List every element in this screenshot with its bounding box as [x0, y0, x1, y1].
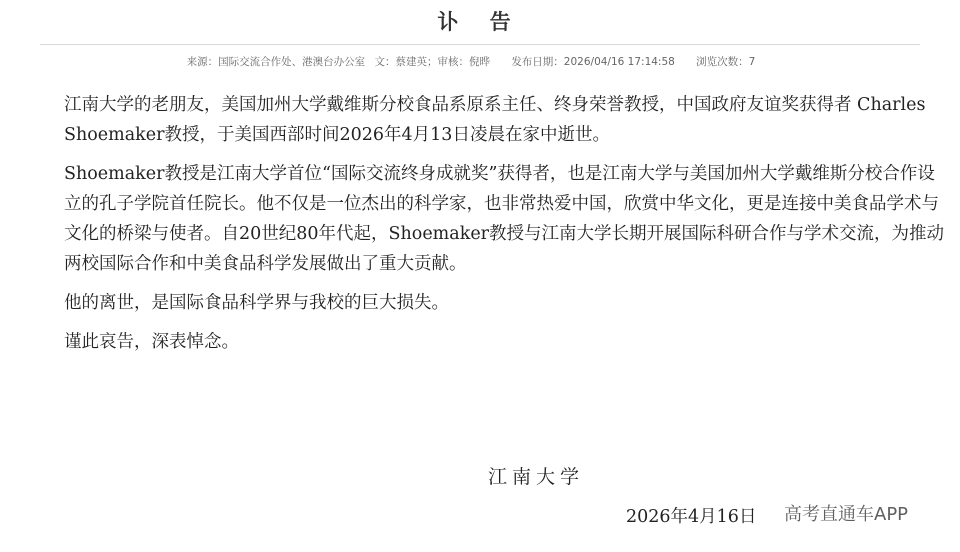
app-watermark: 高考直通车APP [784, 504, 909, 525]
paragraph: 谨此哀告，深表悼念。 [64, 332, 239, 352]
title-divider [40, 44, 920, 45]
meta-source: 来源：国际交流合作处、港澳台办公室 [186, 56, 366, 68]
meta-author: 文：蔡建英；审核：倪晔 [374, 56, 490, 68]
notice-title: 讣 告 [437, 9, 523, 34]
meta-views: 浏览次数：7 [696, 56, 756, 68]
article-meta [40, 54, 920, 69]
article-body [64, 90, 946, 366]
signature-org: 江南大学 [488, 466, 585, 488]
paragraph: Shoemaker教授是江南大学首位“国际交流终身成就奖”获得者，也是江南大学与美国加州大学戴维斯分校合作设立的孔子学院首任院长。他不仅是一位杰出的科学家，也非常热爱中国，欣赏中华文化，更是连接中美食品学术与文化的桥梁与使者。自20世纪80年代起，Shoemaker教授与江南大学长期开展国际科研合作与学术交流，为推动两校国际合作和中美食品科学发展做出了重大贡献。 [64, 164, 945, 274]
paragraph: 江南大学的老朋友，美国加州大学戴维斯分校食品系原系主任、终身荣誉教授，中国政府友谊奖获得者 Charles Shoemaker教授，于美国西部时间2026年4月13日凌晨在家中逝世。 [64, 95, 926, 145]
paragraph: 他的离世，是国际食品科学界与我校的巨大损失。 [64, 293, 449, 313]
signature-date: 2026年4月16日 [626, 507, 757, 527]
meta-publish-date: 发布日期：2026/04/16 17:14:58 [511, 56, 675, 68]
